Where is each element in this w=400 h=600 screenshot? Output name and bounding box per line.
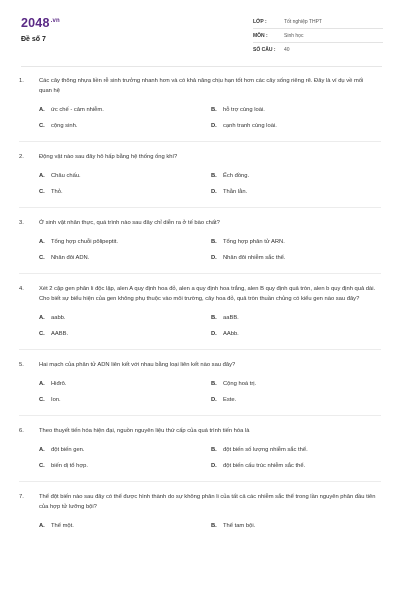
answer-options (0, 171, 400, 203)
option-text: đột biến gen. (51, 447, 85, 453)
meta-key: SỐ CÂU : (253, 46, 276, 53)
question-item (0, 492, 400, 537)
meta-key: LỚP : (253, 18, 267, 25)
option-letter: B. (211, 447, 217, 453)
option-letter: B. (211, 381, 217, 387)
option-letter: B. (211, 239, 217, 245)
option-c[interactable] (39, 461, 211, 477)
option-text: aabb. (51, 315, 66, 321)
site-logo[interactable] (21, 16, 60, 30)
option-letter: A. (39, 381, 45, 387)
option-letter: C. (39, 255, 45, 261)
option-letter: C. (39, 189, 45, 195)
option-letter: A. (39, 523, 45, 529)
logo-text: 2048 (21, 16, 50, 30)
question-item (0, 152, 400, 208)
option-text: Nhân đôi nhiễm sắc thể. (223, 255, 286, 261)
question-divider (19, 273, 381, 274)
question-number: 3. (19, 220, 24, 226)
answer-options (0, 521, 400, 537)
option-b[interactable] (211, 105, 383, 121)
option-letter: B. (211, 107, 217, 113)
option-letter: B. (211, 523, 217, 529)
option-text: đột biến cấu trúc nhiễm sắc thể. (223, 463, 306, 469)
option-text: Tổng hợp phân tử ARN. (223, 239, 285, 245)
option-text: đột biến số lượng nhiễm sắc thể. (223, 447, 308, 453)
option-b[interactable] (211, 313, 383, 329)
option-text: Hiđrô. (51, 381, 67, 387)
question-divider (19, 349, 381, 350)
option-letter: B. (211, 173, 217, 179)
option-text: Thỏ. (51, 189, 63, 195)
option-letter: C. (39, 331, 45, 337)
option-b[interactable] (211, 379, 383, 395)
option-text: ức chế - cảm nhiễm. (51, 107, 104, 113)
option-text: cộng sinh. (51, 123, 78, 129)
option-letter: D. (211, 189, 217, 195)
option-text: cạnh tranh cùng loài. (223, 123, 277, 129)
question-text: Thể đột biến nào sau đây có thể được hình thành do sự không phân li của tất cả các nhiễm sắc thể trong lần nguyên phân đầu tiên của hợp tử lưỡng bội? (39, 494, 376, 510)
answer-options (0, 313, 400, 345)
option-letter: A. (39, 107, 45, 113)
option-a[interactable] (39, 445, 211, 461)
answer-options (0, 237, 400, 269)
option-a[interactable] (39, 313, 211, 329)
option-text: Thể một. (51, 523, 74, 529)
question-number: 1. (19, 78, 24, 84)
question-divider (19, 481, 381, 482)
option-text: hỗ trợ cùng loài. (223, 107, 265, 113)
option-c[interactable] (39, 253, 211, 269)
option-c[interactable] (39, 121, 211, 137)
option-letter: A. (39, 239, 45, 245)
option-b[interactable] (211, 521, 383, 537)
option-a[interactable] (39, 171, 211, 187)
option-a[interactable] (39, 105, 211, 121)
answer-options (0, 445, 400, 477)
answer-options (0, 105, 400, 137)
meta-value: Tốt nghiệp THPT (284, 18, 322, 25)
question-item (0, 76, 400, 142)
question-item (0, 284, 400, 350)
answer-options (0, 379, 400, 411)
option-text: Thằn lằn. (223, 189, 248, 195)
option-letter: D. (211, 463, 217, 469)
question-text: Hai mạch của phân tử ADN liên kết với nhau bằng loại liên kết nào sau đây? (39, 362, 236, 368)
option-letter: D. (211, 255, 217, 261)
option-a[interactable] (39, 379, 211, 395)
option-d[interactable] (211, 329, 383, 345)
option-c[interactable] (39, 395, 211, 411)
option-letter: D. (211, 123, 217, 129)
option-d[interactable] (211, 121, 383, 137)
exam-meta-table (253, 15, 383, 56)
logo-suffix: .vn (50, 17, 60, 24)
question-divider (19, 207, 381, 208)
option-b[interactable] (211, 237, 383, 253)
option-text: Cộng hoá trị. (223, 381, 257, 387)
question-list (0, 76, 400, 547)
option-text: Nhân đôi ADN. (51, 255, 90, 261)
option-letter: A. (39, 315, 45, 321)
option-a[interactable] (39, 237, 211, 253)
option-c[interactable] (39, 187, 211, 203)
question-text: Động vật nào sau đây hô hấp bằng hệ thống ống khí? (39, 154, 178, 160)
option-text: AAbb. (223, 331, 239, 337)
exam-header (0, 0, 400, 62)
option-a[interactable] (39, 521, 211, 537)
meta-row-subject (253, 29, 383, 43)
question-text: Xét 2 cặp gen phân li độc lập, alen A quy định hoa đỏ, alen a quy định hoa trắng, alen B quy định quả tròn, alen b quy định quả dài. Cho biết sự biểu hiện của gen không phụ thuộc vào môi trường, cây hoa đỏ, quả tròn thuần chủng có kiểu gen nào sau đây? (39, 286, 376, 302)
question-number: 7. (19, 494, 24, 500)
question-item (0, 218, 400, 274)
question-text: Các cây thông nhựa liền rễ sinh trưởng nhanh hơn và có khả năng chịu hạn tốt hơn các cây sống riêng rẽ. Đây là ví dụ về mối quan hệ (39, 78, 364, 94)
option-c[interactable] (39, 329, 211, 345)
option-letter: D. (211, 397, 217, 403)
meta-row-count (253, 43, 383, 56)
question-number: 2. (19, 154, 24, 160)
option-letter: D. (211, 331, 217, 337)
option-letter: A. (39, 447, 45, 453)
meta-value: Sinh học (284, 32, 304, 39)
question-number: 5. (19, 362, 24, 368)
option-text: Ion. (51, 397, 61, 403)
option-letter: B. (211, 315, 217, 321)
option-letter: C. (39, 397, 45, 403)
option-b[interactable] (211, 171, 383, 187)
option-letter: C. (39, 463, 45, 469)
question-item (0, 426, 400, 482)
question-divider (19, 141, 381, 142)
option-text: Thể tam bội. (223, 523, 256, 529)
option-text: AABB. (51, 331, 69, 337)
option-d[interactable] (211, 395, 383, 411)
option-d[interactable] (211, 253, 383, 269)
option-text: Ếch đồng. (223, 173, 250, 179)
option-letter: C. (39, 123, 45, 129)
option-text: aaBB. (223, 315, 239, 321)
header-divider (21, 66, 382, 67)
question-item (0, 360, 400, 416)
option-d[interactable] (211, 461, 383, 477)
option-b[interactable] (211, 445, 383, 461)
question-number: 6. (19, 428, 24, 434)
question-divider (19, 415, 381, 416)
option-d[interactable] (211, 187, 383, 203)
meta-value: 40 (284, 46, 290, 53)
meta-row-class (253, 15, 383, 29)
option-letter: A. (39, 173, 45, 179)
question-text: Ở sinh vật nhân thực, quá trình nào sau đây chỉ diễn ra ở tế bào chất? (39, 220, 220, 226)
option-text: biến dị tổ hợp. (51, 463, 88, 469)
option-text: Tổng hợp chuỗi pôlipeptit. (51, 239, 118, 245)
option-text: Châu chấu. (51, 173, 81, 179)
option-text: Este. (223, 397, 237, 403)
exam-title: Đề số 7 (21, 36, 46, 43)
question-number: 4. (19, 286, 24, 292)
meta-key: MÔN : (253, 32, 268, 39)
question-text: Theo thuyết tiến hóa hiện đại, nguồn nguyên liệu thứ cấp của quá trình tiến hóa là (39, 428, 250, 434)
